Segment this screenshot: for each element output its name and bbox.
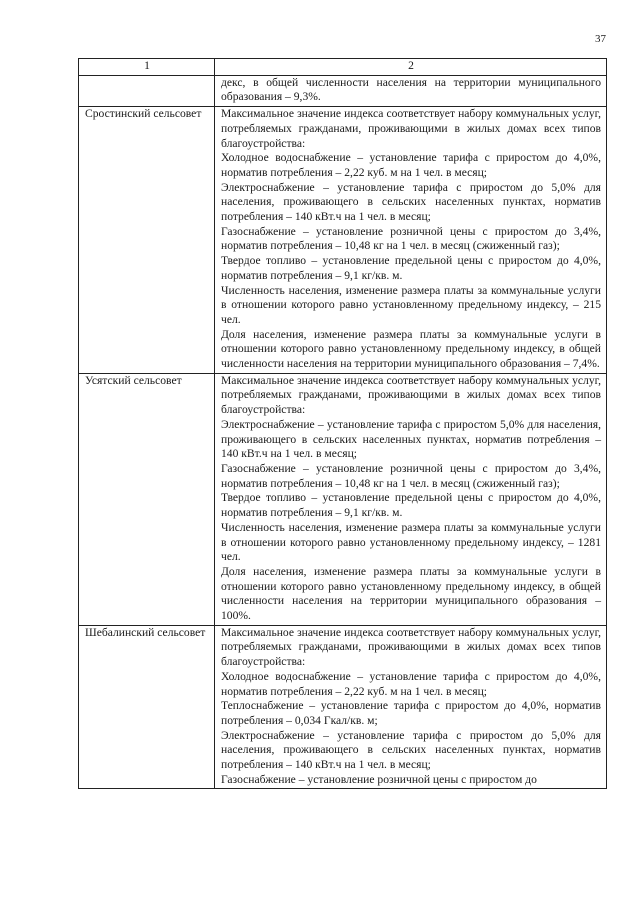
- description-cell: [215, 107, 607, 374]
- region-name-cell: Сростинский сельсовет: [79, 107, 215, 374]
- description-cell: [215, 75, 607, 106]
- description-paragraph: Численность населения, изменение размера платы за коммунальные услуги в отношении которого равно установленному предельному индексу, – 1281 чел.: [221, 520, 601, 564]
- description-paragraph: Доля населения, изменение размера платы за коммунальные услуги в отношении которого равно установленному предельному индексу, в общей численности населения на территории муниципального образования – 7,4%.: [221, 327, 601, 371]
- header-col-2: 2: [215, 59, 607, 76]
- description-cell: [215, 625, 607, 789]
- description-paragraph: Твердое топливо – установление предельной цены с приростом до 4,0%, норматив потребления – 9,1 кг/кв. м.: [221, 491, 601, 520]
- region-name-cell: Шебалинский сельсовет: [79, 625, 215, 789]
- description-cell: [215, 373, 607, 625]
- table-row: [79, 625, 607, 789]
- description-paragraph: Газоснабжение – установление розничной цены с приростом до: [221, 772, 537, 786]
- description-paragraph: Газоснабжение – установление розничной цены с приростом до 3,4%, норматив потребления – 10,48 кг на 1 чел. в месяц (сжиженный газ);: [221, 224, 601, 253]
- table-row: [79, 107, 607, 374]
- table-row: [79, 373, 607, 625]
- description-paragraph: декс, в общей численности населения на территории муниципального образования – 9,3%.: [221, 75, 601, 104]
- description-paragraph: Доля населения, изменение размера платы за коммунальные услуги в отношении которого равно установленному предельному индексу, в общей численности населения на территории муниципального образования – 100%.: [221, 564, 601, 623]
- description-paragraph: Максимальное значение индекса соответствует набору коммунальных услуг, потребляемых гражданами, проживающими в жилых домах всех типов благоустройства:: [221, 373, 601, 417]
- description-paragraph: Твердое топливо – установление предельной цены с приростом до 4,0%, норматив потребления – 9,1 кг/кв. м.: [221, 254, 601, 282]
- page-number: 37: [595, 33, 606, 45]
- description-paragraph: Теплоснабжение – установление тарифа с приростом до 4,0%, норматив потребления – 0,034 Гкал/кв. м;: [221, 699, 601, 727]
- description-paragraph: Максимальное значение индекса соответствует набору коммунальных услуг, потребляемых гражданами, проживающими в жилых домах всех типов благоустройства:: [221, 107, 601, 150]
- header-col-1: 1: [79, 59, 215, 76]
- region-name-cell: Усятский сельсовет: [79, 373, 215, 625]
- description-paragraph: Холодное водоснабжение – установление тарифа с приростом до 4,0%, норматив потребления – 2,22 куб. м на 1 чел. в месяц;: [221, 151, 601, 179]
- description-paragraph: Газоснабжение – установление розничной цены с приростом до 3,4%, норматив потребления – 10,48 кг на 1 чел. в месяц (сжиженный газ);: [221, 461, 601, 490]
- description-paragraph: Максимальное значение индекса соответствует набору коммунальных услуг, потребляемых гражданами, проживающими в жилых домах всех типов благоустройства:: [221, 625, 601, 669]
- table-header-row: [79, 59, 607, 76]
- description-paragraph: Электроснабжение – установление тарифа с приростом 5,0% для населения, проживающего в сельских населенных пунктах, норматив потребления – 140 кВт.ч на 1 чел. в месяц;: [221, 417, 601, 461]
- description-paragraph: Численность населения, изменение размера платы за коммунальные услуги в отношении которого равно установленному предельному индексу, – 215 чел.: [221, 283, 601, 326]
- description-paragraph: Электроснабжение – установление тарифа с приростом до 5,0% для населения, проживающего в сельских населенных пунктах, норматив потребления – 140 кВт.ч на 1 чел. в месяц;: [221, 728, 601, 772]
- table-body: [79, 75, 607, 789]
- region-name-cell: [79, 75, 215, 106]
- description-paragraph: Холодное водоснабжение – установление тарифа с приростом до 4,0%, норматив потребления – 2,22 куб. м на 1 чел. в месяц;: [221, 669, 601, 698]
- data-table: [78, 58, 607, 789]
- table-row: [79, 75, 607, 106]
- description-paragraph: Электроснабжение – установление тарифа с приростом до 5,0% для населения, проживающего в сельских населенных пунктах, норматив потребления – 140 кВт.ч на 1 чел. в месяц;: [221, 180, 601, 224]
